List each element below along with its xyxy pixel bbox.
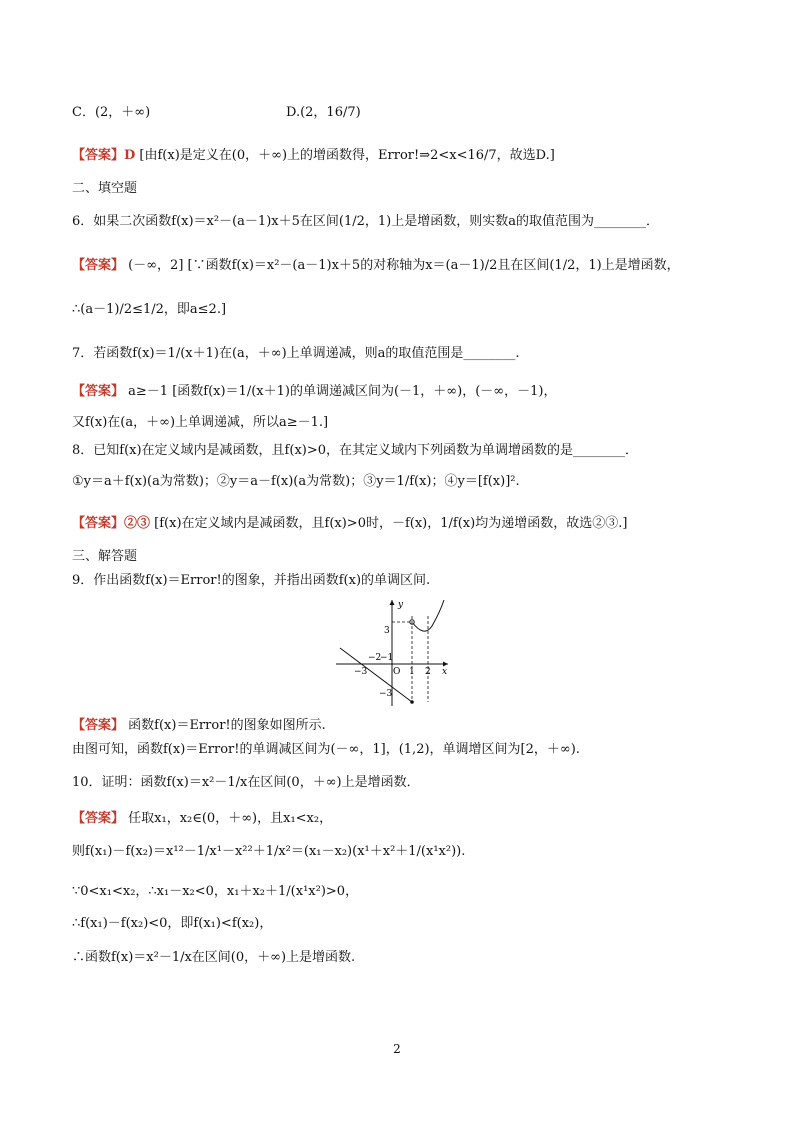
answer-tag: 【答案】D — [72, 148, 136, 163]
q6-answer-line2: ∴(a－1)/2≤1/2，即a≤2.] — [72, 302, 227, 317]
q6-stem: 6．如果二次函数f(x)＝x²－(a－1)x＋5在区间(1/2，1)上是增函数，则实数a的取值范围为________． — [72, 214, 659, 229]
tick-label: −3 — [379, 689, 393, 699]
q9-answer-line1 — [72, 717, 326, 735]
y-axis-arrow — [390, 600, 395, 605]
section-title-solution: 三、解答题 — [72, 549, 138, 564]
q8-stem: 8．已知f(x)在定义域内是减函数，且f(x)>0，在其定义域内下列函数为单调增函数的是________． — [72, 443, 639, 458]
answer-body: a≥－1 [函数f(x)＝1/(x＋1)的单调递减区间为(－1，＋∞)，(－∞，－1)， — [128, 384, 557, 399]
x-axis-label: x — [442, 667, 448, 677]
q8-answer — [72, 515, 627, 533]
answer-body: [f(x)在定义域内是减函数，且f(x)>0时，－f(x)，1/f(x)均为递增函数，故选②③.] — [154, 516, 628, 531]
q7-answer-line1 — [72, 383, 556, 401]
answer-body: (－∞，2] [∵函数f(x)＝x²－(a－1)x＋5的对称轴为x＝(a－1)/2且在区间(1/2，1)上是增函数， — [128, 258, 680, 273]
q7-stem: 7．若函数f(x)＝1/(x＋1)在(a，＋∞)上单调递减，则a的取值范围是________. — [72, 346, 520, 361]
page-number: 2 — [393, 1042, 401, 1056]
tick-label: 3 — [384, 626, 390, 636]
tick-label: 1 — [409, 667, 415, 677]
q10-answer-line2: 则f(x₁)－f(x₂)＝x¹²－1/x¹－x²²＋1/x²＝(x₁－x₂)(x¹＋x²＋1/(x¹x²)). — [72, 844, 466, 859]
tick-label: −1 — [380, 653, 394, 663]
x-axis-arrow — [443, 662, 448, 667]
q5-answer — [72, 147, 555, 165]
q8-options: ①y＝a＋f(x)(a为常数)；②y＝a－f(x)(a为常数)；③y＝1/f(x)；④y＝[f(x)]². — [72, 474, 520, 489]
answer-tag: 【答案】 — [72, 258, 125, 273]
option-c: C．(2，＋∞) — [72, 105, 151, 120]
tick-label: −2 — [368, 653, 382, 663]
q9-answer-line2: 由图可知，函数f(x)＝Error!的单调减区间为(－∞，1]，(1,2)，单调增区间为[2，＋∞). — [72, 742, 580, 757]
answer-tag: 【答案】 — [72, 811, 125, 826]
answer-tag: 【答案】 — [72, 718, 125, 733]
answer-tag: 【答案】 — [72, 384, 125, 399]
answer-tag: 【答案】②③ — [72, 516, 151, 531]
q7-answer-line2: 又f(x)在(a，＋∞)上单调递减，所以a≥－1.] — [72, 415, 329, 430]
q10-answer-line5: ∴函数f(x)＝x²－1/x在区间(0，＋∞)上是增函数. — [72, 950, 356, 965]
tick-label: −3 — [354, 667, 368, 677]
q10-stem: 10．证明：函数f(x)＝x²－1/x在区间(0，＋∞)上是增函数． — [72, 775, 420, 790]
q6-answer-line1 — [72, 257, 680, 275]
q10-answer-line1 — [72, 810, 332, 828]
origin-label: O — [393, 667, 401, 677]
q9-stem: 9．作出函数f(x)＝Error!的图象，并指出函数f(x)的单调区间. — [72, 573, 431, 588]
q10-answer-line4: ∴f(x₁)－f(x₂)<0，即f(x₁)<f(x₂)， — [72, 916, 273, 931]
option-d: D.(2，16/7) — [286, 105, 361, 120]
y-axis-label: y — [398, 600, 404, 610]
answer-body: 任取x₁，x₂∈(0，＋∞)，且x₁<x₂， — [128, 811, 333, 826]
section-title-fill-blank: 二、填空题 — [72, 181, 138, 196]
answer-body: [由f(x)是定义在(0，＋∞)上的增函数得，Error!⇒2<x<16/7，故选D.] — [139, 148, 555, 163]
answer-body: 函数f(x)＝Error!的图象如图所示. — [128, 718, 326, 733]
tick-label: 2 — [425, 667, 431, 677]
q9-function-graph — [332, 596, 452, 708]
q10-answer-line3: ∵0<x₁<x₂，∴x₁－x₂<0，x₁＋x₂＋1/(x¹x²)>0， — [72, 884, 359, 899]
